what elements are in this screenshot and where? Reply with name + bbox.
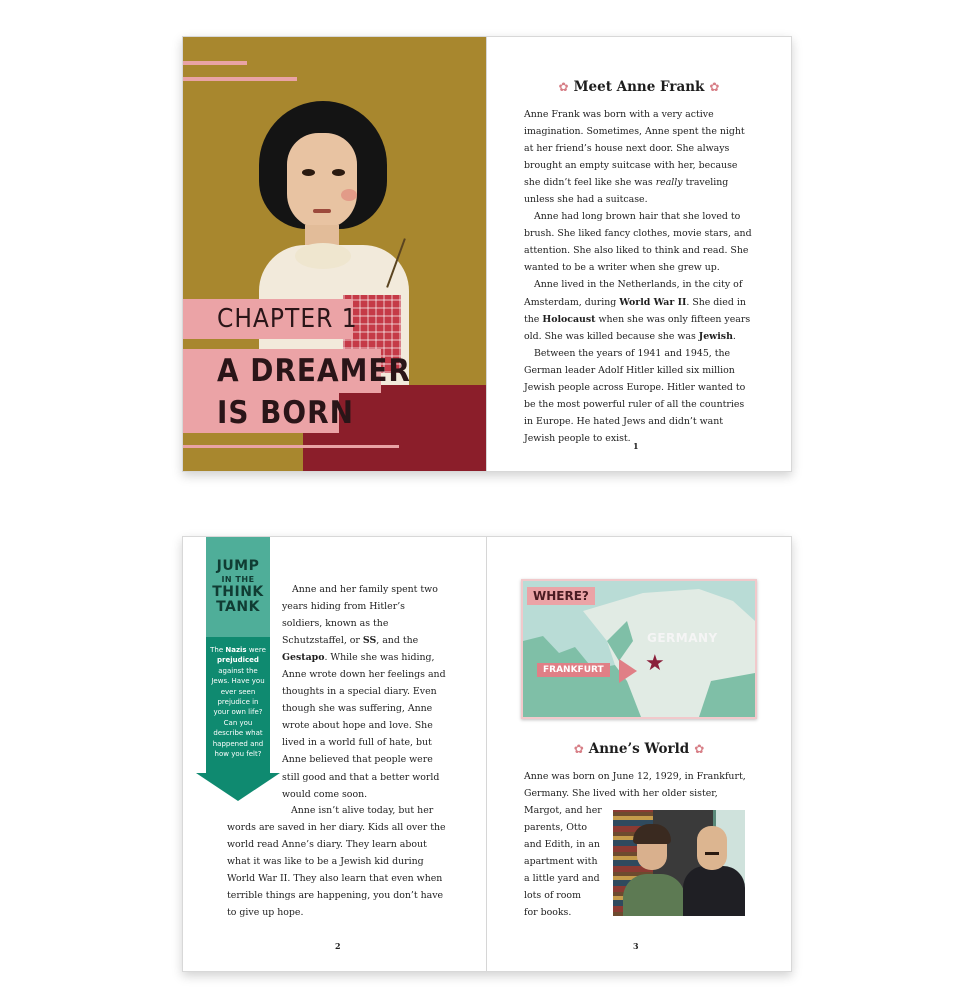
text-run: against the Jews. Have you ever seen prejudice in your own life? Can you describe what happened and how you felt? (211, 666, 265, 759)
paragraph (524, 208, 754, 276)
body-text (227, 802, 449, 921)
paragraph (524, 106, 754, 208)
page-number: 2 (335, 941, 341, 951)
flourish-icon: ✿ (694, 742, 705, 756)
think-tank-title: JUMP (216, 558, 260, 574)
heading-text: Anne’s World (588, 741, 690, 757)
text-line: Margot, and her (524, 805, 602, 816)
chapter-title-line-1: A DREAMER (183, 349, 381, 393)
flourish-icon: ✿ (558, 80, 569, 94)
hair-mother (633, 824, 671, 844)
face-father (697, 826, 727, 870)
portrait-face (287, 133, 357, 229)
text-line: parents, Otto (524, 822, 588, 834)
flourish-icon: ✿ (573, 742, 584, 756)
portrait-collar (295, 243, 351, 269)
body-text (282, 581, 446, 803)
portrait-mouth (313, 209, 331, 213)
where-label: WHERE? (527, 587, 595, 605)
chapter-number: CHAPTER 1 (183, 299, 353, 339)
text-run: Anne Frank was born with a very active imagination. Sometimes, Anne spent the night at her friend’s house next door. She always brought an empty suitcase with her, because she didn’t feel like she was (524, 109, 745, 189)
glossary-term: Nazis (225, 646, 247, 654)
portrait-eye (332, 169, 345, 176)
book-spread-pages-1 (182, 36, 792, 472)
body-text (524, 768, 754, 802)
chapter-title-line-2: IS BORN (183, 393, 339, 433)
decorative-stripe (183, 77, 297, 81)
text-run: really (655, 177, 683, 189)
glossary-term: World War II (619, 296, 687, 308)
text-run: Anne had long brown hair that she loved to brush. She liked fancy clothes, movie stars, and attention. She also liked to think and read. She wanted to be a writer when she grew up. (524, 211, 752, 274)
body-text (524, 106, 754, 447)
paragraph (282, 581, 446, 803)
mustache (705, 852, 719, 855)
text-run: traveling unless she had a suitcase. (524, 177, 729, 206)
text-run: Anne isn’t alive today, but her words are saved in her diary. Kids all over the world read Anne’s diary. They learn about what it was like to be a Jewish kid during World War II. They also learn that even when terrible things are happening, you don’t have to give up hope. (227, 805, 446, 919)
text-run: Between the years of 1941 and 1945, the German leader Adolf Hitler killed six million Jewish people across Europe. Hitler wanted to be the most powerful ruler of all the countries in Europe. He hated Jews and didn’t want Jewish people to exist. (524, 347, 746, 444)
text-run: , and the (376, 635, 419, 647)
star-icon: ★ (645, 651, 665, 676)
think-tank-header (206, 537, 270, 637)
text-line: a little yard and (524, 873, 600, 885)
paragraph (227, 802, 449, 921)
text-run: The (210, 646, 226, 654)
text-run: Anne and her family spent two years hiding from Hitler’s soldiers, known as the Schutzstaffel, or (282, 584, 438, 647)
paragraph (524, 345, 754, 447)
text-line: and Edith, in an (524, 839, 600, 851)
chapter-illustration (183, 37, 486, 471)
pointer-arrow-icon (619, 659, 637, 683)
family-portrait-image (613, 810, 745, 916)
glossary-term: prejudiced (217, 656, 259, 665)
paragraph: Anne was born on June 12, 1929, in Frankfurt, Germany. She lived with her older sister, (524, 771, 746, 800)
text-run: . She died in the (524, 296, 746, 325)
glossary-term: Gestapo (282, 652, 325, 664)
page-number: 1 (633, 441, 639, 451)
heading-text: Meet Anne Frank (573, 79, 705, 95)
text-run: when she was only fifteen years old. She was killed because she was (524, 313, 751, 342)
page-2 (183, 537, 486, 971)
text-line: apartment with (524, 856, 598, 868)
glossary-term: Jewish (698, 330, 733, 342)
text-line: lots of room (524, 890, 581, 902)
think-tank-title: TANK (216, 599, 260, 615)
body-text (524, 802, 614, 921)
section-heading (487, 79, 791, 95)
down-arrow-icon (196, 773, 280, 801)
text-run: Anne lived in the Netherlands, in the city of Amsterdam, during (524, 279, 743, 308)
flourish-icon: ✿ (709, 80, 720, 94)
section-heading (487, 741, 791, 757)
paragraph (524, 276, 754, 344)
page-3 (487, 537, 791, 971)
think-tank-title: THINK (212, 584, 264, 600)
glossary-term: Holocaust (542, 313, 596, 325)
portrait-eye (302, 169, 315, 176)
page-number: 3 (633, 941, 639, 951)
text-run: were (246, 646, 266, 654)
country-label: GERMANY (647, 631, 718, 645)
portrait-cheek (341, 189, 357, 201)
text-run: . While she was hiding, Anne wrote down her feelings and thoughts in a special diary. Even though she was suffering, Anne wrote about hope and love. She lived in a world full of hate, but Anne believed that people were still good and that a better world would come soon. (282, 652, 446, 800)
page-1 (487, 37, 791, 471)
location-map (521, 579, 757, 719)
city-label: FRANKFURT (537, 663, 610, 677)
decorative-stripe (183, 445, 399, 448)
figure-mother (623, 874, 685, 916)
think-tank-title: IN THE (221, 575, 255, 584)
text-run: . (732, 330, 736, 342)
think-tank-prompt (206, 637, 270, 773)
book-spread-pages-2-3 (182, 536, 792, 972)
think-tank-callout (206, 537, 270, 801)
text-line: for books. (524, 907, 572, 919)
decorative-stripe (183, 61, 247, 65)
figure-father (683, 866, 745, 916)
glossary-term: SS (362, 635, 377, 647)
